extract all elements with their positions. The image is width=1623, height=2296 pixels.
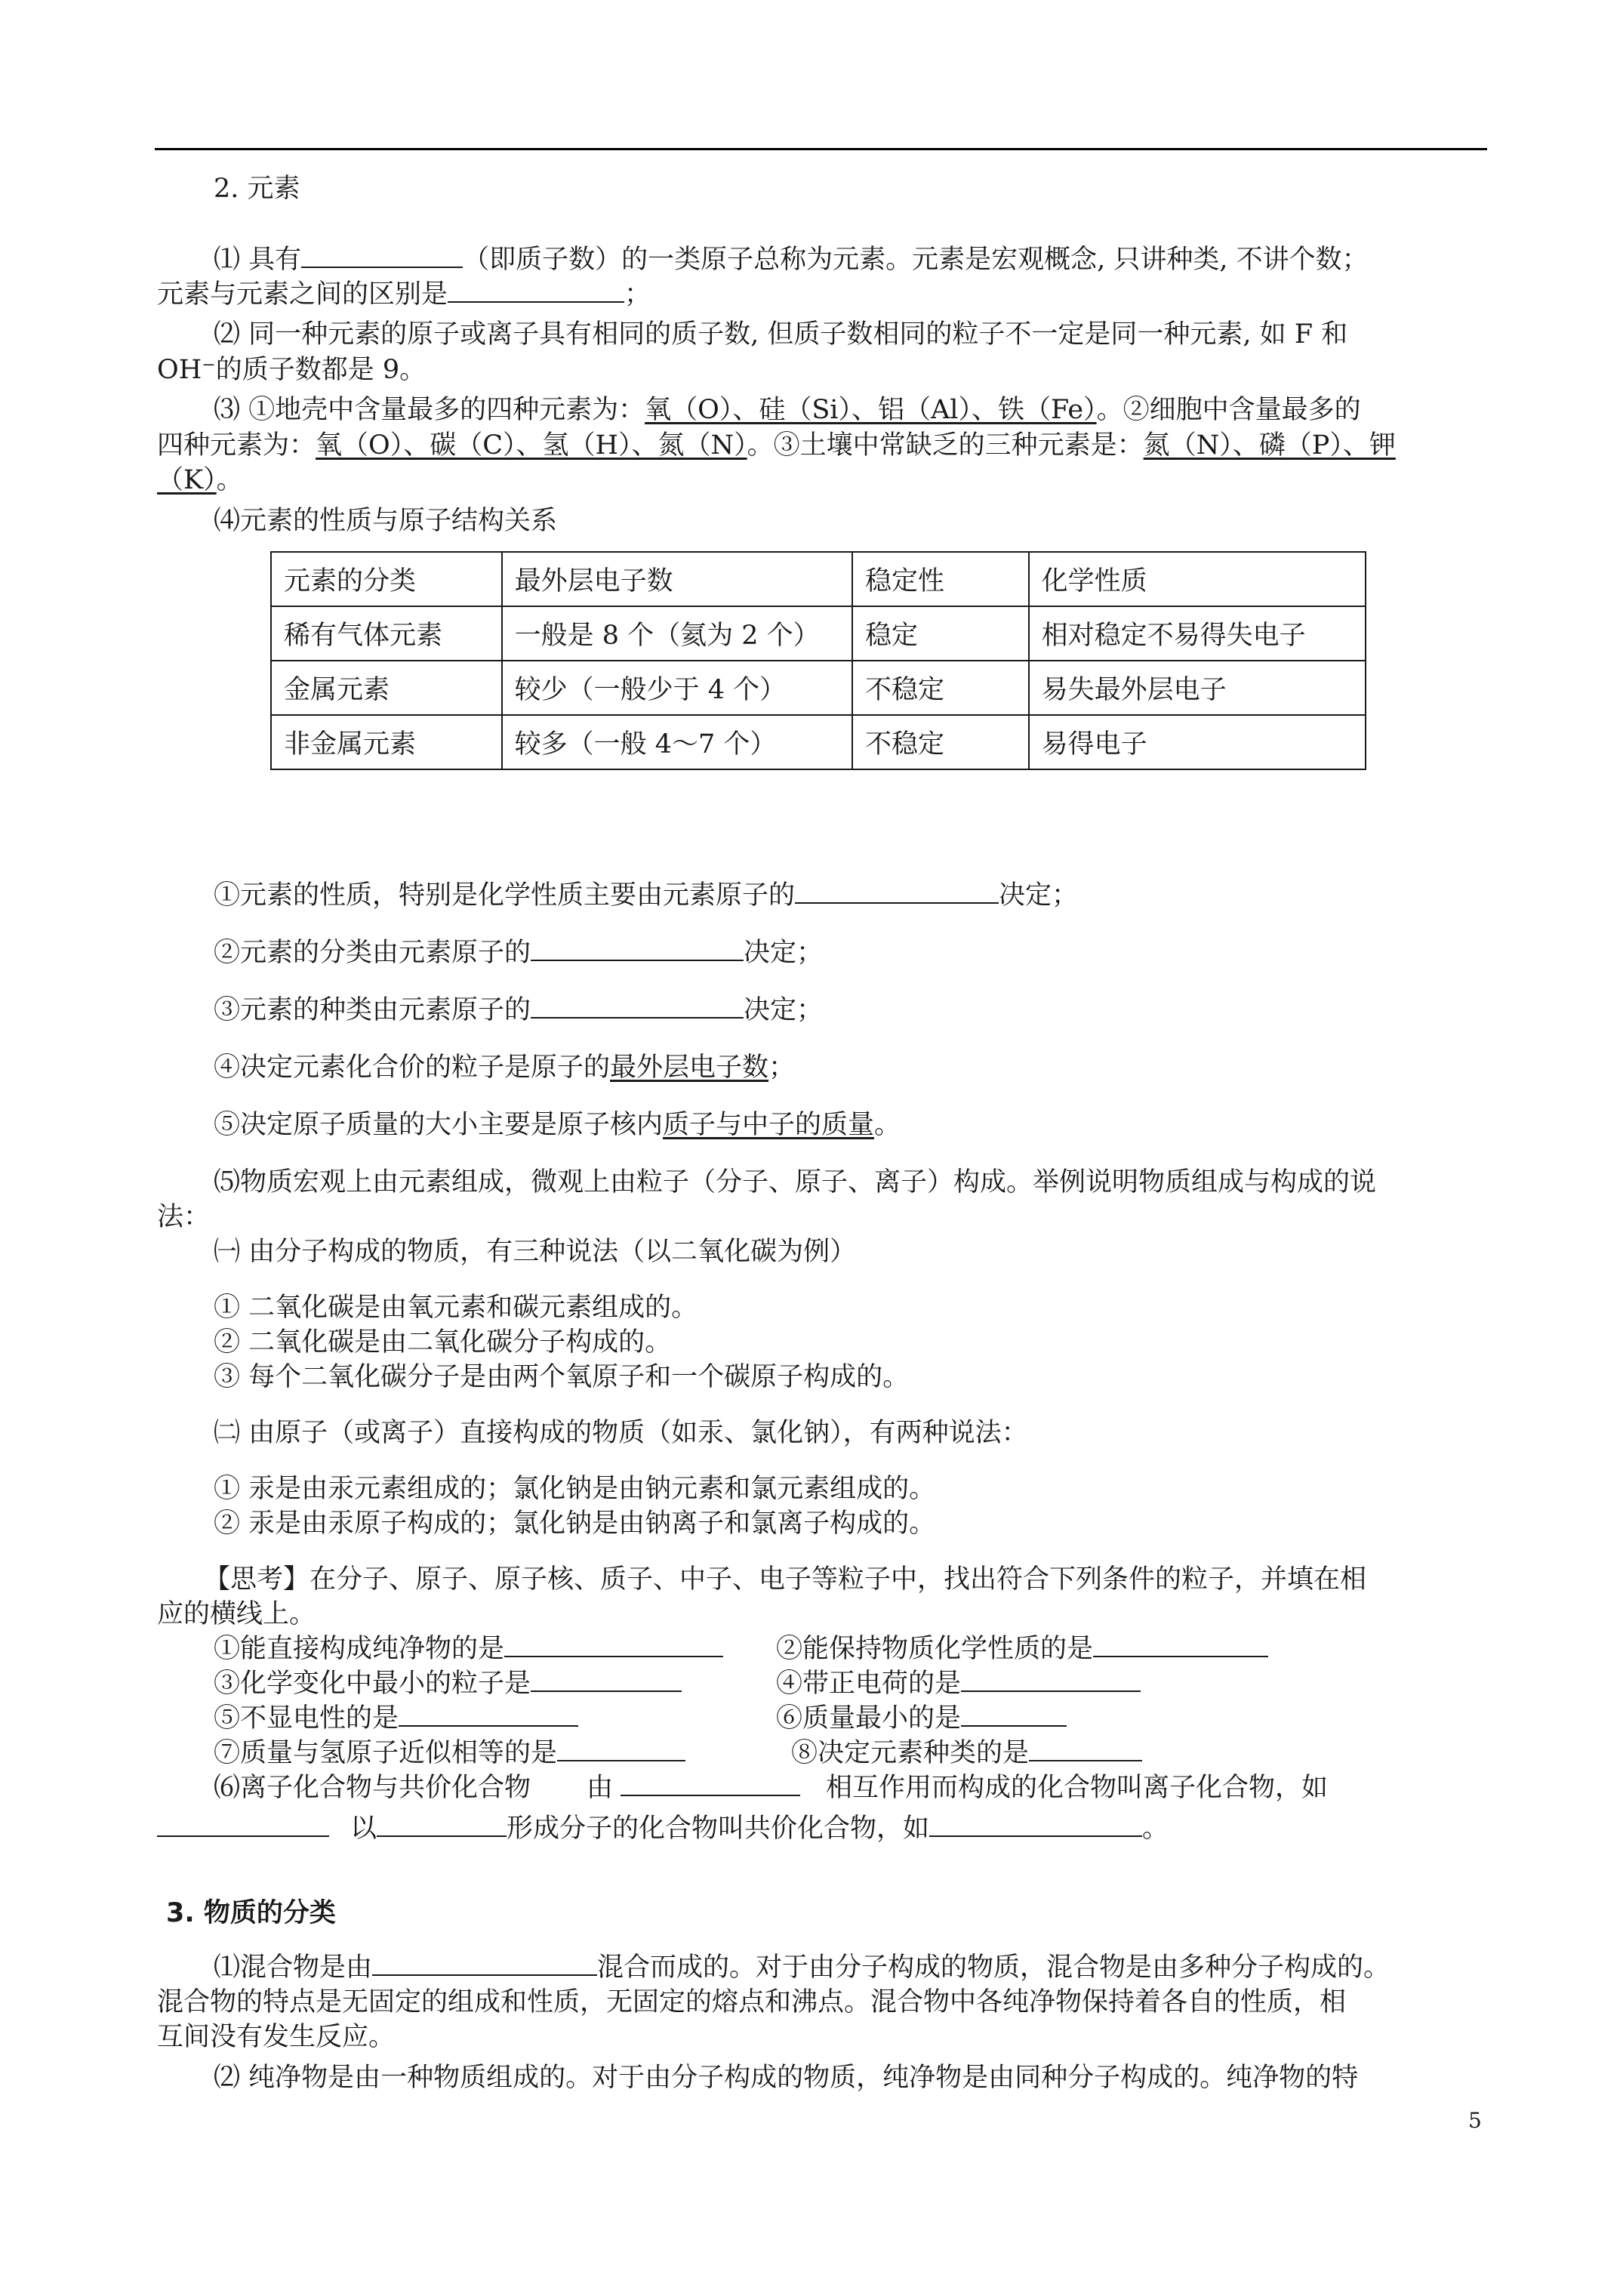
blank-1[interactable]: [301, 244, 463, 268]
question-8: [791, 1737, 1142, 1770]
text: ④带正电荷的是: [776, 1669, 962, 1699]
blank-p6b2[interactable]: [377, 1813, 507, 1837]
question-6: [776, 1702, 1067, 1735]
header-rule: [155, 148, 1487, 150]
table-cell: 易得电子: [1029, 715, 1366, 769]
rule-4: [214, 1051, 795, 1084]
question-4: [776, 1667, 1141, 1700]
table-cell: 不稳定: [852, 661, 1029, 715]
text: 。: [216, 465, 243, 495]
blank-q2[interactable]: [1093, 1633, 1268, 1657]
text: 。②细胞中含量最多的: [1096, 395, 1361, 425]
blank-p6b3[interactable]: [929, 1813, 1142, 1837]
table-cell: 非金属元素: [271, 715, 502, 769]
blank-q4[interactable]: [961, 1668, 1141, 1692]
think-b: 应的横线上。: [157, 1599, 316, 1629]
rule-1: [214, 879, 1078, 912]
para-2a: ⑵ 同一种元素的原子或离子具有相同的质子数, 但质子数相同的粒子不一定是同一种元素, 如 F 和: [214, 319, 1348, 350]
text: 元素与元素之间的区别是: [157, 279, 448, 310]
blank-2[interactable]: [448, 279, 624, 303]
element-properties-table: [270, 551, 1366, 770]
table-row: [271, 715, 1366, 769]
question-3: [214, 1667, 682, 1700]
question-7: [214, 1737, 685, 1770]
para-5b: 法：: [157, 1202, 211, 1232]
sub-1-heading: ㈠ 由分子构成的物质，有三种说法（以二氧化碳为例）: [214, 1237, 857, 1267]
para-6b: [157, 1812, 1169, 1845]
blank-p6b1[interactable]: [157, 1813, 329, 1837]
s3-para-1a: [214, 1951, 1390, 1984]
text: 。: [874, 1110, 901, 1140]
table-cell: 金属元素: [271, 661, 502, 715]
text: ；: [768, 1052, 796, 1083]
s3-para-1c: 互间没有发生反应。: [157, 2022, 396, 2052]
text: ①能直接构成纯净物的是: [214, 1634, 505, 1664]
table-cell: 较多（一般 4～7 个）: [502, 715, 852, 769]
text: ；: [624, 279, 651, 310]
underlined-answer: 最外层电子数: [610, 1052, 769, 1083]
text: 四种元素为：: [157, 430, 316, 461]
blank-4[interactable]: [531, 937, 744, 961]
sub-2-item: ② 汞是由汞原子构成的；氯化钠是由钠离子和氯离子构成的。: [214, 1509, 936, 1539]
table-cell: 稳定: [852, 606, 1029, 661]
sub-1-item: ① 二氧化碳是由氧元素和碳元素组成的。: [214, 1293, 698, 1323]
sub-1-item: ② 二氧化碳是由二氧化碳分子构成的。: [214, 1327, 672, 1358]
s3-para-1b: 混合物的特点是无固定的组成和性质，无固定的熔点和沸点。混合物中各纯净物保持着各自的性质，相: [157, 1987, 1347, 2017]
text: ②能保持物质化学性质的是: [776, 1634, 1094, 1664]
table-cell: 一般是 8 个（氦为 2 个）: [502, 606, 852, 661]
underlined-answer: 氧（O）、硅（Si）、铝（Al）、铁（Fe）: [645, 395, 1097, 425]
text: 。: [1142, 1814, 1169, 1844]
para-1b: [157, 278, 651, 311]
text: ①元素的性质，特别是化学性质主要由元素原子的: [214, 880, 796, 911]
text: ⑤不显电性的是: [214, 1703, 399, 1734]
table-header-cell: 最外层电子数: [502, 552, 852, 606]
blank-p6a[interactable]: [621, 1772, 800, 1796]
text: 决定；: [744, 938, 824, 968]
underlined-answer: 氧（O）、碳（C）、氢（H）、氮（N）: [316, 430, 747, 461]
rule-2: [214, 936, 823, 969]
text: 。③土壤中常缺乏的三种元素是：: [747, 430, 1144, 461]
blank-q6[interactable]: [961, 1703, 1067, 1727]
para-5a: ⑸物质宏观上由元素组成，微观上由粒子（分子、原子、离子）构成。举例说明物质组成与构成的说: [214, 1167, 1377, 1197]
para-3c: [157, 464, 243, 497]
text: 决定；: [999, 880, 1079, 911]
question-1: [214, 1632, 723, 1666]
table-header-cell: 化学性质: [1029, 552, 1366, 606]
sub-2-heading: ㈡ 由原子（或离子）直接构成的物质（如汞、氯化钠），有两种说法：: [214, 1418, 1028, 1448]
table-header-cell: 元素的分类: [271, 552, 502, 606]
blank-q8[interactable]: [1029, 1737, 1142, 1761]
para-1a: [214, 243, 1369, 276]
section-3-heading: 3. 物质的分类: [166, 1898, 336, 1928]
para-3a: [214, 393, 1361, 427]
table-cell: 易失最外层电子: [1029, 661, 1366, 715]
para-6a: [214, 1771, 1328, 1804]
text: ⑤决定原子质量的大小主要是原子核内: [214, 1110, 664, 1140]
table-row: [271, 606, 1366, 661]
page-number: 5: [1468, 2108, 1482, 2133]
table-header-cell: 稳定性: [852, 552, 1029, 606]
text: ⑴ 具有: [214, 245, 302, 275]
text: ⑥质量最小的是: [776, 1703, 962, 1734]
blank-q7[interactable]: [557, 1737, 685, 1761]
text: ③元素的种类由元素原子的: [214, 995, 531, 1025]
blank-5[interactable]: [531, 994, 744, 1019]
sub-2-item: ① 汞是由汞元素组成的；氯化钠是由钠元素和氯元素组成的。: [214, 1474, 936, 1504]
think-a: 【思考】在分子、原子、原子核、质子、中子、电子等粒子中，找出符合下列条件的粒子，并填在相: [204, 1564, 1367, 1595]
underlined-answer: （K）: [157, 465, 217, 495]
underlined-answer: 氮（N）、磷（P）、钾: [1143, 430, 1396, 461]
table-cell: 稀有气体元素: [271, 606, 502, 661]
blank-3[interactable]: [795, 880, 999, 904]
text: ⑶ ①地壳中含量最多的四种元素为：: [214, 395, 645, 425]
rule-3: [214, 994, 823, 1027]
text: ⑴混合物是由: [214, 1952, 373, 1983]
sub-1-item: ③ 每个二氧化碳分子是由两个氧原子和一个碳原子构成的。: [214, 1362, 910, 1392]
text: 以: [350, 1814, 377, 1844]
underlined-answer: 质子与中子的质量: [663, 1110, 875, 1140]
para-3b: [157, 429, 1396, 462]
text: 混合而成的。对于由分子构成的物质，混合物是由多种分子构成的。: [597, 1952, 1390, 1983]
text: ④决定元素化合价的粒子是原子的: [214, 1052, 611, 1083]
text: 由: [587, 1773, 614, 1803]
blank-q1[interactable]: [504, 1633, 723, 1657]
text: ②元素的分类由元素原子的: [214, 938, 531, 968]
text: 形成分子的化合物叫共价化合物，如: [507, 1814, 930, 1844]
text: 相互作用而构成的化合物叫离子化合物，如: [826, 1773, 1329, 1803]
blank-q5[interactable]: [399, 1703, 578, 1727]
para-2b: OH⁻的质子数都是 9。: [157, 355, 427, 385]
blank-s3[interactable]: [372, 1952, 597, 1976]
question-5: [214, 1702, 578, 1735]
text: ⑹离子化合物与共价化合物: [214, 1773, 531, 1803]
table-cell: 较少（一般少于 4 个）: [502, 661, 852, 715]
s3-para-2: ⑵ 纯净物是由一种物质组成的。对于由分子构成的物质，纯净物是由同种分子构成的。纯净物的特: [214, 2063, 1359, 2093]
section-2-heading: 2. 元素: [214, 174, 300, 204]
text: （即质子数）的一类原子总称为元素。元素是宏观概念, 只讲种类, 不讲个数；: [463, 245, 1369, 275]
table-row: [271, 661, 1366, 715]
text: ⑦质量与氢原子近似相等的是: [214, 1738, 558, 1768]
question-2: [776, 1632, 1268, 1666]
rule-5: [214, 1108, 901, 1142]
blank-q3[interactable]: [531, 1668, 682, 1692]
text: ⑧决定元素种类的是: [791, 1738, 1030, 1768]
text: 决定；: [744, 995, 824, 1025]
para-4: ⑷元素的性质与原子结构关系: [214, 506, 558, 536]
table-cell: 不稳定: [852, 715, 1029, 769]
table-cell: 相对稳定不易得失电子: [1029, 606, 1366, 661]
text: ③化学变化中最小的粒子是: [214, 1669, 531, 1699]
table-header-row: [271, 552, 1366, 606]
